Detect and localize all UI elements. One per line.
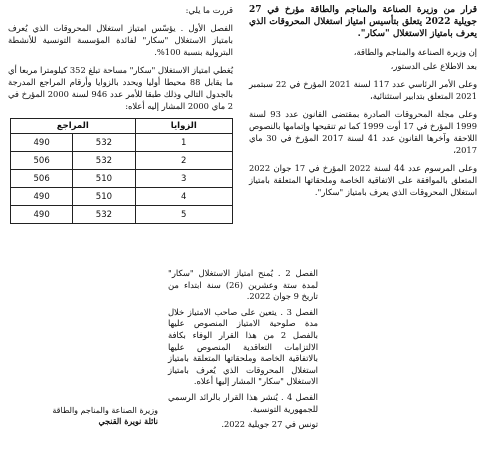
table-cell: 506 <box>11 152 73 170</box>
article-1: الفصل الأول . يؤسّس امتياز استغلال المحروقات الذي يُعرف بامتياز الاستغلال "سكار" لفائدة المؤسسة التونسية للأنشطة البترولية بنسبة 100%. <box>8 23 233 57</box>
decision-intro: قررت ما يلي: <box>185 5 233 15</box>
signatory-name: نائلة نويرة القنجي <box>98 416 158 426</box>
table-cell: 4 <box>135 188 232 206</box>
article-1-note: يُغطي امتياز الاستغلال "سكار" مساحة تبلغ 352 كيلومترا مربعا أي ما يقابل 88 محيطا أوليا ويحدد بالزوايا وأرقام المراجع المدرجة بالجدول التالي وذلك طبقا للأمر عدد 946 لسنة 2000 المؤرخ في 2 ماي 2000 المشار إليه أعلاه: <box>8 65 234 111</box>
right-column <box>249 4 477 204</box>
table-cell: 3 <box>135 170 232 188</box>
signatory-role: وزيرة الصناعة والمناجم والطاقة <box>52 406 158 415</box>
table-row <box>11 134 233 152</box>
table-header-row <box>11 119 233 134</box>
table-cell: 532 <box>73 206 135 224</box>
closing-articles <box>168 268 318 435</box>
table-cell: 506 <box>11 170 73 188</box>
coordinates-table <box>10 118 233 224</box>
table-cell: 490 <box>11 206 73 224</box>
table-cell: 510 <box>73 170 135 188</box>
preamble-paragraph: بعد الاطلاع على الدستور، <box>390 61 477 71</box>
table-row <box>11 188 233 206</box>
table-header-corners: الزوايا <box>135 119 232 134</box>
signature-block <box>52 405 158 427</box>
table-cell: 2 <box>135 152 232 170</box>
table-header-references: المراجع <box>11 119 136 134</box>
salutation: إن وزيرة الصناعة والمناجم والطاقة، <box>353 47 477 57</box>
left-column <box>8 4 233 224</box>
table-cell: 510 <box>73 188 135 206</box>
preamble-paragraph: وعلى الأمر الرئاسي عدد 117 لسنة 2021 المؤرخ في 22 سبتمبر 2021 المتعلق بتدابير استثنائية، <box>249 79 478 101</box>
table-row <box>11 152 233 170</box>
table-cell: 5 <box>135 206 232 224</box>
article-2: الفصل 2 . يُمنح امتياز الاستغلال "سكار" لمدة ستة وعشرين (26) سنة ابتداء من تاريخ 9 جوان 2022. <box>168 268 318 302</box>
preamble-paragraph: وعلى المرسوم عدد 44 لسنة 2022 المؤرخ في 17 جوان 2022 المتعلق بالموافقة على الاتفاقية الخاصة وملحقاتها المتعلقة بامتياز استغلال المحروقات الذي يعرف بامتياز "سكار". <box>249 163 478 197</box>
table-cell: 490 <box>11 188 73 206</box>
table-cell: 532 <box>73 134 135 152</box>
table-cell: 532 <box>73 152 135 170</box>
date-line: تونس في 27 جويلية 2022. <box>221 419 318 430</box>
table-cell: 1 <box>135 134 232 152</box>
decree-title: قرار من وزيرة الصناعة والمناجم والطاقة مؤرخ في 27 جويلية 2022 يتعلق بتأسيس امتياز استغلال المحروقات الذي يعرف بامتياز الاستغلال "سكار". <box>249 5 477 39</box>
article-4: الفصل 4 . يُنشر هذا القرار بالرائد الرسمي للجمهورية التونسية. <box>168 391 318 414</box>
preamble-paragraph: وعلى مجلة المحروقات الصادرة بمقتضى القانون عدد 93 لسنة 1999 المؤرخ في 17 أوت 1999 كما تم تنقيحها وإتمامها بالنصوص اللاحقة وآخرها القانون عدد 41 لسنة 2017 المؤرخ في 30 ماي 2017، <box>249 109 478 155</box>
table-row <box>11 170 233 188</box>
article-3: الفصل 3 . يتعين على صاحب الامتياز خلال مدة صلوحية الامتياز المنصوص عليها بالفصل 2 من هذا القرار الوفاء بكافة الالتزامات التعاقدية المنصوص عليها بالاتفاقية الخاصة وملحقاتها المتعلقة بامتياز استغلال المحروقات الذي يُعرف بامتياز الاستغلال "سكار" المشار إليها أعلاه. <box>168 306 318 387</box>
table-cell: 490 <box>11 134 73 152</box>
table-row <box>11 206 233 224</box>
